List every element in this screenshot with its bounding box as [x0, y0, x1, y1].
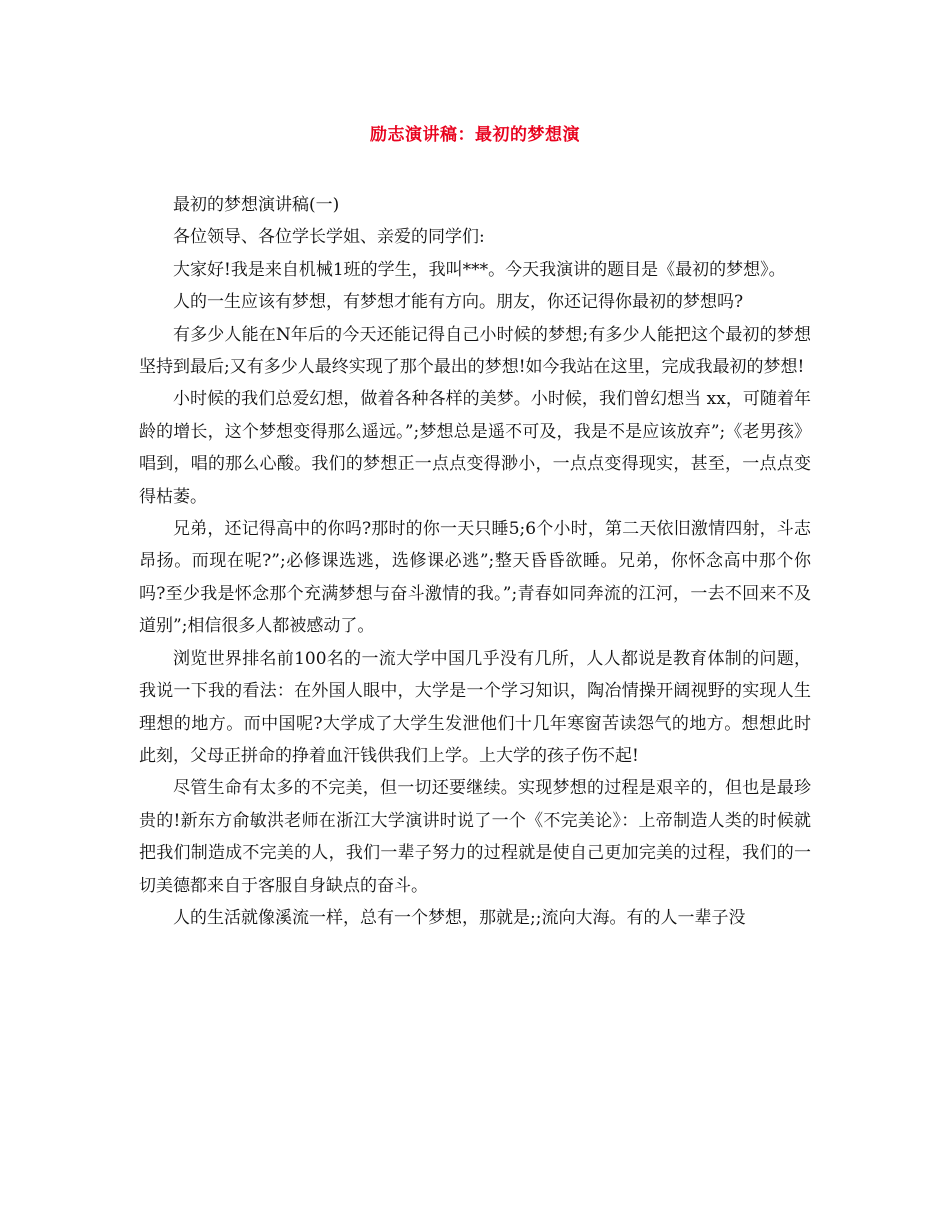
- paragraph: 小时候的我们总爱幻想，做着各种各样的美梦。小时候，我们曾幻想当 xx，可随着年龄的增长，这个梦想变得那么遥远。”;梦想总是遥不可及，我是不是应该放弃”;《老男孩》唱到，唱的那么心酸。我们的梦想正一点点变得渺小，一点点变得现实，甚至，一点点变得枯萎。: [139, 389, 811, 507]
- paragraph: 各位领导、各位学长学姐、亲爱的同学们:: [173, 227, 485, 248]
- paragraph: 最初的梦想演讲稿(一): [173, 195, 340, 215]
- paragraph: 有多少人能在N年后的今天还能记得自己小时候的梦想;有多少人能把这个最初的梦想坚持到最后;又有多少人最终实现了那个最出的梦想!如今我站在这里，完成我最初的梦想!: [139, 324, 811, 378]
- paragraph: 人的生活就像溪流一样，总有一个梦想，那就是;;流向大海。有的人一辈子没: [173, 907, 746, 928]
- paragraph: 人的一生应该有梦想，有梦想才能有方向。朋友，你还记得你最初的梦想吗?: [173, 292, 744, 313]
- paragraph: 浏览世界排名前100名的一流大学中国几乎没有几所，人人都说是教育体制的问题，我说一下我的看法：在外国人眼中，大学是一个学习知识，陶冶情操开阔视野的实现人生理想的地方。而中国呢?大学成了大学生发泄他们十几年寒窗苦读怨气的地方。想想此时此刻，父母正拼命的挣着血汗钱供我们上学。上大学的孩子伤不起!: [139, 648, 811, 766]
- paragraph: 大家好!我是来自机械1班的学生，我叫***。今天我演讲的题目是《最初的梦想》。: [173, 259, 786, 280]
- document-body: [139, 189, 811, 934]
- document-title: 励志演讲稿：最初的梦想演: [370, 125, 580, 145]
- paragraph: 兄弟，还记得高中的你吗?那时的你一天只睡5;6个小时，第二天依旧激情四射，斗志昂扬。而现在呢?”;必修课选逃，选修课必逃”;整天昏昏欲睡。兄弟，你怀念高中那个你吗?至少我是怀念那个充满梦想与奋斗激情的我。”;青春如同奔流的江河，一去不回来不及道别”;相信很多人都被感动了。: [139, 519, 811, 637]
- paragraph: 尽管生命有太多的不完美，但一切还要继续。实现梦想的过程是艰辛的，但也是最珍贵的!新东方俞敏洪老师在浙江大学演讲时说了一个《不完美论》：上帝制造人类的时候就把我们制造成不完美的人，我们一辈子努力的过程就是使自己更加完美的过程，我们的一切美德都来自于客服自身缺点的奋斗。: [139, 778, 811, 896]
